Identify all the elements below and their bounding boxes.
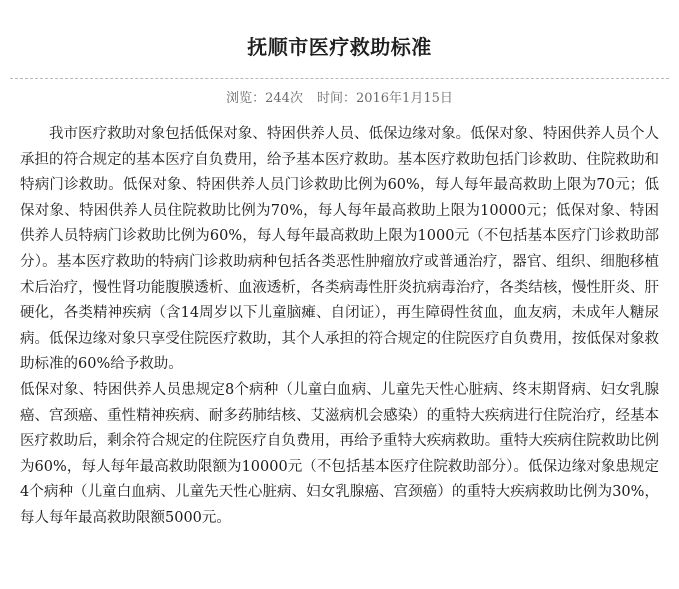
publish-date: 2016年1月15日	[355, 91, 453, 106]
article-body	[10, 122, 669, 532]
views-label: 浏览：	[226, 91, 266, 106]
article-meta	[10, 90, 669, 108]
article-paragraph-1: 我市医疗救助对象包括低保对象、特困供养人员、低保边缘对象。低保对象、特困供养人员个人承担的符合规定的基本医疗自负费用，给予基本医疗救助。基本医疗救助包括门诊救助、住院救助和特病门诊救助。低保对象、特困供养人员门诊救助比例为60%，每人每年最高救助上限为70元；低保对象、特困供养人员住院救助比例为70%，每人每年最高救助上限为10000元；低保对象、特困供养人员特病门诊救助比例为60%，每人每年最高救助上限为1000元（不包括基本医疗门诊救助部分）。基本医疗救助的特病门诊救助病种包括各类恶性肿瘤放疗或普通治疗，器官、组织、细胞移植术后治疗，慢性肾功能腹膜透析、血液透析，各类病毒性肝炎抗病毒治疗，各类结核，慢性肝炎、肝硬化，各类精神疾病（含14周岁以下儿童脑瘫、自闭证），再生障碍性贫血，血友病，未成年人糖尿病。低保边缘对象只享受住院医疗救助，其个人承担的符合规定的住院医疗自负费用，按低保对象救助标准的60%给予救助。	[20, 126, 659, 373]
views-count: 244次	[265, 91, 303, 106]
page-title: 抚顺市医疗救助标准	[247, 35, 432, 59]
article-paragraph-2: 低保对象、特困供养人员患规定8个病种（儿童白血病、儿童先天性心脏病、终末期肾病、妇女乳腺癌、宫颈癌、重性精神疾病、耐多药肺结核、艾滋病机会感染）的重特大疾病进行住院治疗，经基本医疗救助后，剩余符合规定的住院医疗自负费用，再给予重特大疾病救助。重特大疾病住院救助比例为60%，每人每年最高救助限额为10000元（不包括基本医疗住院救助部分）。低保边缘对象患规定4个病种（儿童白血病、儿童先天性心脏病、妇女乳腺癌、宫颈癌）的重特大疾病救助比例为30%，每人每年最高救助限额5000元。	[20, 381, 659, 526]
title-divider	[10, 78, 669, 79]
time-label: 时间：	[316, 91, 356, 106]
